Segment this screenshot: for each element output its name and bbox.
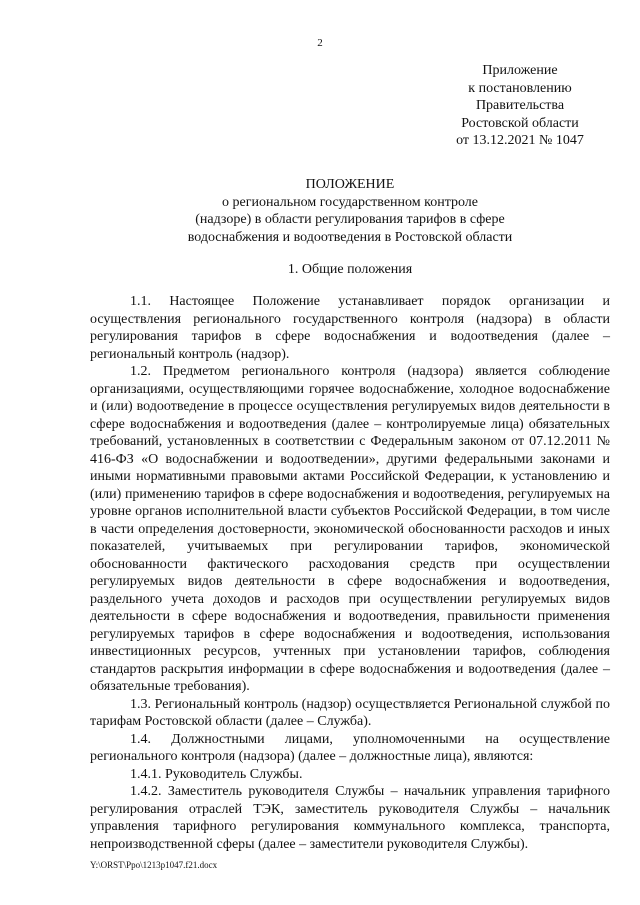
paragraph-1-4-2: 1.4.2. Заместитель руководителя Службы – начальник управления тарифного регулирования отраслей ТЭК, заместитель руководителя Службы – начальник управления тарифного регулирования коммунального комплекса, транспорта, непроизводственной сферы (далее – заместители руководителя Службы). bbox=[90, 784, 610, 852]
paragraph-1-1: 1.1. Настоящее Положение устанавливает порядок организации и осуществления регионального государственного контроля (надзора) в области регулирования тарифов в сфере водоснабжения и водоотведения (далее – региональный контроль (надзор). bbox=[90, 294, 610, 362]
footer-file-path: Y:\ORST\Ppo\1213p1047.f21.docx bbox=[90, 860, 218, 870]
paragraph-1-4-1: 1.4.1. Руководитель Службы. bbox=[130, 766, 303, 782]
appendix-block bbox=[440, 62, 600, 150]
appendix-line: от 13.12.2021 № 1047 bbox=[456, 133, 584, 148]
appendix-line: Правительства bbox=[475, 98, 565, 113]
title-line: о региональном государственном контроле bbox=[222, 194, 478, 210]
title-heading: ПОЛОЖЕНИЕ bbox=[305, 177, 395, 192]
title-line: (надзоре) в области регулирования тарифов в сфере bbox=[195, 212, 505, 227]
page-number: 2 bbox=[317, 37, 323, 49]
appendix-line: Приложение bbox=[482, 63, 558, 78]
body-text bbox=[90, 293, 610, 853]
appendix-line: к постановлению bbox=[468, 80, 572, 96]
title-line: водоснабжения и водоотведения в Ростовской области bbox=[187, 229, 513, 245]
section-heading: 1. Общие положения bbox=[287, 262, 413, 277]
paragraph-1-2: 1.2. Предметом регионального контроля (надзора) является соблюдение организациями, осуществляющими горячее водоснабжение, холодное водоснабжение и (или) водоотведение в процессе осуществления регулируемых видов деятельности в сфере водоснабжения и водоотведения (далее – контролируемые лица) обязательных требований, установленных в соответствии с Федеральным законом от 07.12.2011 № 416-ФЗ «О водоснабжении и водоотведении», другими федеральными законами и иными нормативными правовыми актами Российской Федерации, к установлению и (или) применению тарифов в сфере водоснабжения и водоотведения, регулируемых на уровне органов исполнительной власти субъектов Российской Федерации, в том числе в части определения достоверности, экономической обоснованности расходов и иных показателей, учитываемых при регулировании тарифов, экономической обоснованности фактического расходования средств при осуществлении регулируемых видов деятельности в сфере водоснабжения и водоотведения, раздельного учета доходов и расходов при осуществлении регулируемых видов деятельности в сфере водоснабжения и водоотведения, правильности применения регулируемых тарифов в сфере водоснабжения и водоотведения, использования инвестиционных ресурсов, учтенных при установлении тарифов, соблюдения стандартов раскрытия информации в сфере водоснабжения и водоотведения (далее – обязательные требования). bbox=[90, 364, 610, 694]
paragraph-1-4: 1.4. Должностными лицами, уполномоченными на осуществление регионального контроля (надзора) (далее – должностные лица), являются: bbox=[90, 731, 610, 764]
document-title bbox=[90, 176, 610, 246]
appendix-line: Ростовской области bbox=[461, 115, 579, 131]
paragraph-1-3: 1.3. Региональный контроль (надзор) осуществляется Региональной службой по тарифам Ростовской области (далее – Служба). bbox=[90, 696, 610, 729]
